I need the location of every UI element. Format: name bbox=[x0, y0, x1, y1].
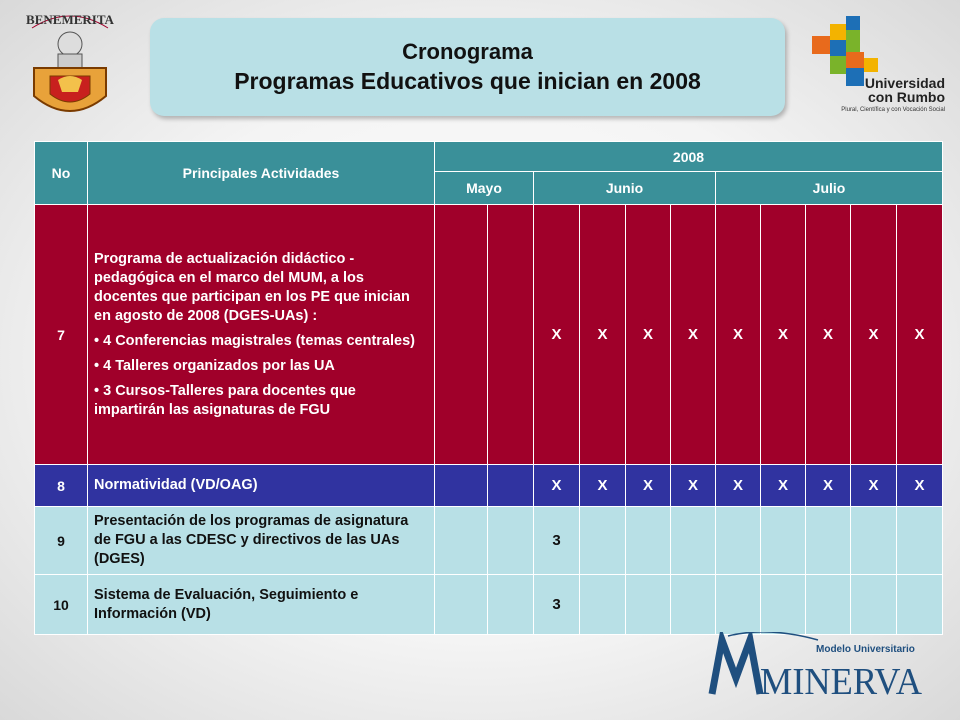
schedule-cell: X bbox=[806, 465, 851, 507]
schedule-cell bbox=[761, 575, 806, 635]
schedule-cell bbox=[716, 507, 761, 575]
schedule-cell: X bbox=[761, 465, 806, 507]
schedule-cell bbox=[851, 575, 897, 635]
table-row bbox=[35, 575, 943, 635]
activity-line: • 4 Talleres organizados por las UA bbox=[94, 357, 335, 374]
title-box bbox=[150, 18, 785, 116]
header-year: 2008 bbox=[435, 142, 943, 172]
activity-line: Normatividad (VD/OAG) bbox=[94, 477, 258, 493]
schedule-cell bbox=[580, 507, 626, 575]
schedule-cell: X bbox=[626, 205, 671, 465]
universidad-con-rumbo-logo bbox=[806, 14, 956, 114]
minerva-small-text: Modelo Universitario bbox=[816, 644, 915, 655]
schedule-cell bbox=[435, 575, 488, 635]
table-row bbox=[35, 205, 943, 465]
row-number: 10 bbox=[35, 575, 88, 635]
schedule-cell: X bbox=[626, 465, 671, 507]
schedule-cell: 3 bbox=[534, 507, 580, 575]
minerva-logo bbox=[708, 632, 928, 702]
schedule-cell bbox=[671, 507, 716, 575]
schedule-cell: X bbox=[671, 465, 716, 507]
schedule-cell bbox=[488, 465, 534, 507]
schedule-cell bbox=[435, 507, 488, 575]
schedule-cell bbox=[435, 205, 488, 465]
buap-logo-text: BENEMERITA bbox=[26, 12, 114, 27]
header-month-junio: Junio bbox=[534, 172, 716, 205]
schedule-cell bbox=[488, 205, 534, 465]
header-no: No bbox=[35, 142, 88, 205]
header-activities: Principales Actividades bbox=[88, 142, 435, 205]
schedule-cell: X bbox=[671, 205, 716, 465]
schedule-cell: X bbox=[761, 205, 806, 465]
table-row bbox=[35, 507, 943, 575]
schedule-cell bbox=[580, 575, 626, 635]
schedule-cell bbox=[897, 575, 943, 635]
title-line-1: Cronograma bbox=[402, 39, 533, 64]
schedule-cell bbox=[671, 575, 716, 635]
activity-line: • 3 Cursos-Talleres para docentes que impartirán las asignaturas de FGU bbox=[94, 382, 356, 418]
schedule-cell: X bbox=[897, 205, 943, 465]
schedule-cell bbox=[626, 507, 671, 575]
schedule-cell bbox=[488, 507, 534, 575]
schedule-cell bbox=[806, 507, 851, 575]
schedule-cell: X bbox=[806, 205, 851, 465]
schedule-cell: X bbox=[716, 205, 761, 465]
schedule-cell bbox=[626, 575, 671, 635]
schedule-cell: X bbox=[897, 465, 943, 507]
row-number: 9 bbox=[35, 507, 88, 575]
schedule-cell: X bbox=[580, 465, 626, 507]
row-activity bbox=[88, 575, 435, 635]
activity-line: • 4 Conferencias magistrales (temas centrales) bbox=[94, 332, 415, 349]
row-activity bbox=[88, 507, 435, 575]
activity-line: Sistema de Evaluación, Seguimiento e Información (VD) bbox=[94, 586, 359, 622]
schedule-cell bbox=[435, 465, 488, 507]
schedule-cell: X bbox=[534, 205, 580, 465]
schedule-cell bbox=[761, 507, 806, 575]
table-row bbox=[35, 465, 943, 507]
schedule-cell: X bbox=[851, 205, 897, 465]
row-number: 7 bbox=[35, 205, 88, 465]
row-activity bbox=[88, 205, 435, 465]
activity-line: Presentación de los programas de asignatura de FGU a las CDESC y directivos de las UAs (DGES) bbox=[94, 513, 409, 567]
schedule-cell: X bbox=[534, 465, 580, 507]
row-number: 8 bbox=[35, 465, 88, 507]
schedule-cell bbox=[488, 575, 534, 635]
schedule-cell: X bbox=[580, 205, 626, 465]
schedule-cell bbox=[806, 575, 851, 635]
schedule-cell bbox=[716, 575, 761, 635]
schedule-table bbox=[34, 141, 943, 635]
schedule-cell: X bbox=[851, 465, 897, 507]
buap-logo bbox=[22, 6, 118, 124]
rumbo-text-1: Universidad bbox=[864, 75, 945, 91]
activity-line: Programa de actualización didáctico - pedagógica en el marco del MUM, a los docentes que participan en los PE que inician en agosto de 2008 (DGES-UAs) : bbox=[94, 250, 410, 324]
schedule-cell: X bbox=[716, 465, 761, 507]
schedule-cell bbox=[897, 507, 943, 575]
rumbo-tagline: Plural, Científica y con Vocación Social bbox=[841, 107, 945, 113]
rumbo-text-2: con Rumbo bbox=[868, 89, 945, 105]
schedule-cell bbox=[851, 507, 897, 575]
header-month-mayo: Mayo bbox=[435, 172, 534, 205]
schedule-cell: 3 bbox=[534, 575, 580, 635]
minerva-big-text: MINERVA bbox=[760, 661, 923, 702]
header-month-julio: Julio bbox=[716, 172, 943, 205]
title-line-2: Programas Educativos que inician en 2008 bbox=[234, 68, 701, 94]
row-activity bbox=[88, 465, 435, 507]
